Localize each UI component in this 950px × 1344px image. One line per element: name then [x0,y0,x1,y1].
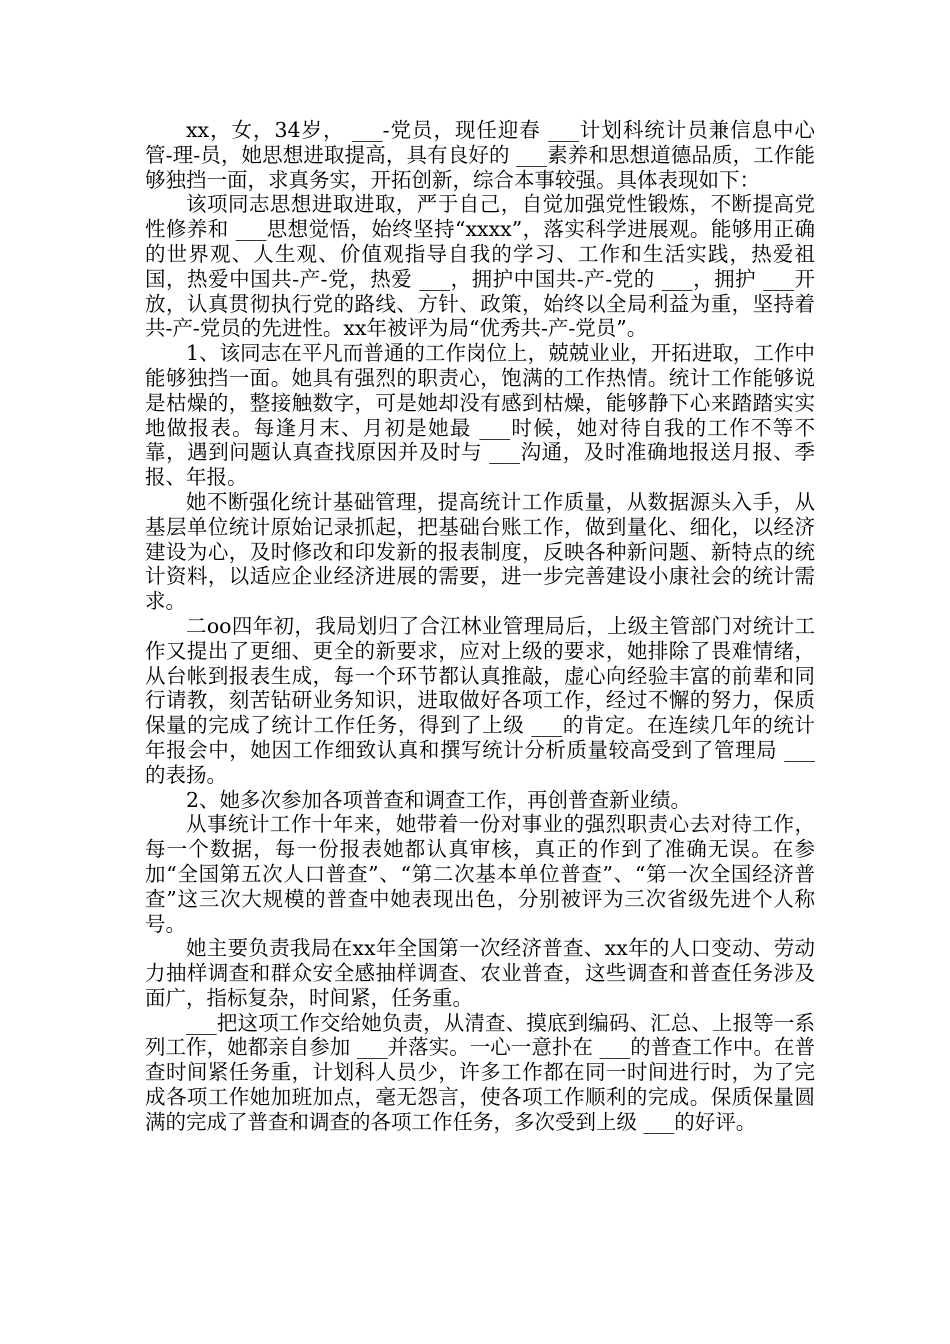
paragraph-section-2-heading: 2、她多次参加各项普查和调查工作，再创普查新业绩。 [186,787,692,812]
paragraph-2004-reorganization: 二oo四年初，我局划归了合江林业管理局后，上级主管部门对统计工作又提出了更细、更全的新要求，应对上级的要求，她排除了畏难情绪，从台帐到报表生成，每一个环节都认真推敲，虚心向经验丰富的前辈和同行请教，刻苦钻研业务知识，进取做好各项工作，经过不懈的努力，保质保量的完成了统计工作任务，得到了上级 ___的肯定。在连续几年的统计年报会中，她因工作细致认真和撰写统计分析质量较高受到了管理局 ___的表扬。 [145,613,815,787]
paragraph-survey-responsibilities: 她主要负责我局在xx年全国第一次经济普查、xx年的人口变动、劳动力抽样调查和群众安全感抽样调查、农业普查，这些调查和普查任务涉及面广，指标复杂，时间紧，任务重。 [145,936,815,1010]
paragraph-census-execution: ___把这项工作交给她负责，从清查、摸底到编码、汇总、上报等一系列工作，她都亲自参加 ___并落实。一心一意扑在 ___的普查工作中。在普查时间紧任务重，计划科人员少，许多工作都在同一时间进行时，为了完成各项工作她加班加点，毫无怨言，使各项工作顺利的完成。保质保量圆满的完成了普查和调查的各项工作任务，多次受到上级 ___的好评。 [145,1010,815,1134]
paragraph-statistics-management: 她不断强化统计基础管理，提高统计工作质量，从数据源头入手，从基层单位统计原始记录抓起，把基础台账工作，做到量化、细化，以经济建设为心，及时修改和印发新的报表制度，反映各种新问题、新特点的统计资料，以适应企业经济进展的需要，进一步完善建设小康社会的统计需求。 [145,489,815,614]
document-body [145,118,815,1135]
paragraph-section-1: 1、该同志在平凡而普通的工作岗位上，兢兢业业，开拓进取，工作中能够独挡一面。她具有强烈的职责心，饱满的工作热情。统计工作能够说是枯燥的，整接触数字，可是她却没有感到枯燥，能够静下心来踏踏实实地做报表。每逢月末、月初是她最 ___时候，她对待自我的工作不等不靠，遇到问题认真查找原因并及时与 ___沟通，及时准确地报送月报、季报、年报。 [145,341,815,490]
paragraph-census-work: 从事统计工作十年来，她带着一份对事业的强烈职责心去对待工作，每一个数据，每一份报表她都认真审核，真正的作到了准确无误。在参加“全国第五次人口普查”、“第二次基本单位普查”、“第一次全国经济普查”这三次大规模的普查中她表现出色，分别被评为三次省级先进个人称号。 [145,812,815,936]
paragraph-political-ideology: 该项同志思想进取进取，严于自己，自觉加强党性锻炼，不断提高党性修养和 ___思想觉悟，始终坚持“xxxx”，落实科学进展观。能够用正确的世界观、人生观、价值观指导自我的学习、工作和生活实践，热爱祖国，热爱中国共-产-党，热爱 ___，拥护中国共-产-党的 ___，拥护 ___开放，认真贯彻执行党的路线、方针、政策，始终以全局利益为重，坚持着共-产-党员的先进性。xx年被评为局“优秀共-产-党员”。 [145,192,815,341]
paragraph-intro: xx，女，34岁， ___-党员，现任迎春 ___计划科统计员兼信息中心管-理-员，她思想进取提高，具有良好的 ___素养和思想道德品质，工作能够独挡一面，求真务实，开拓创新，综合本事较强。具体表现如下： [145,118,815,192]
